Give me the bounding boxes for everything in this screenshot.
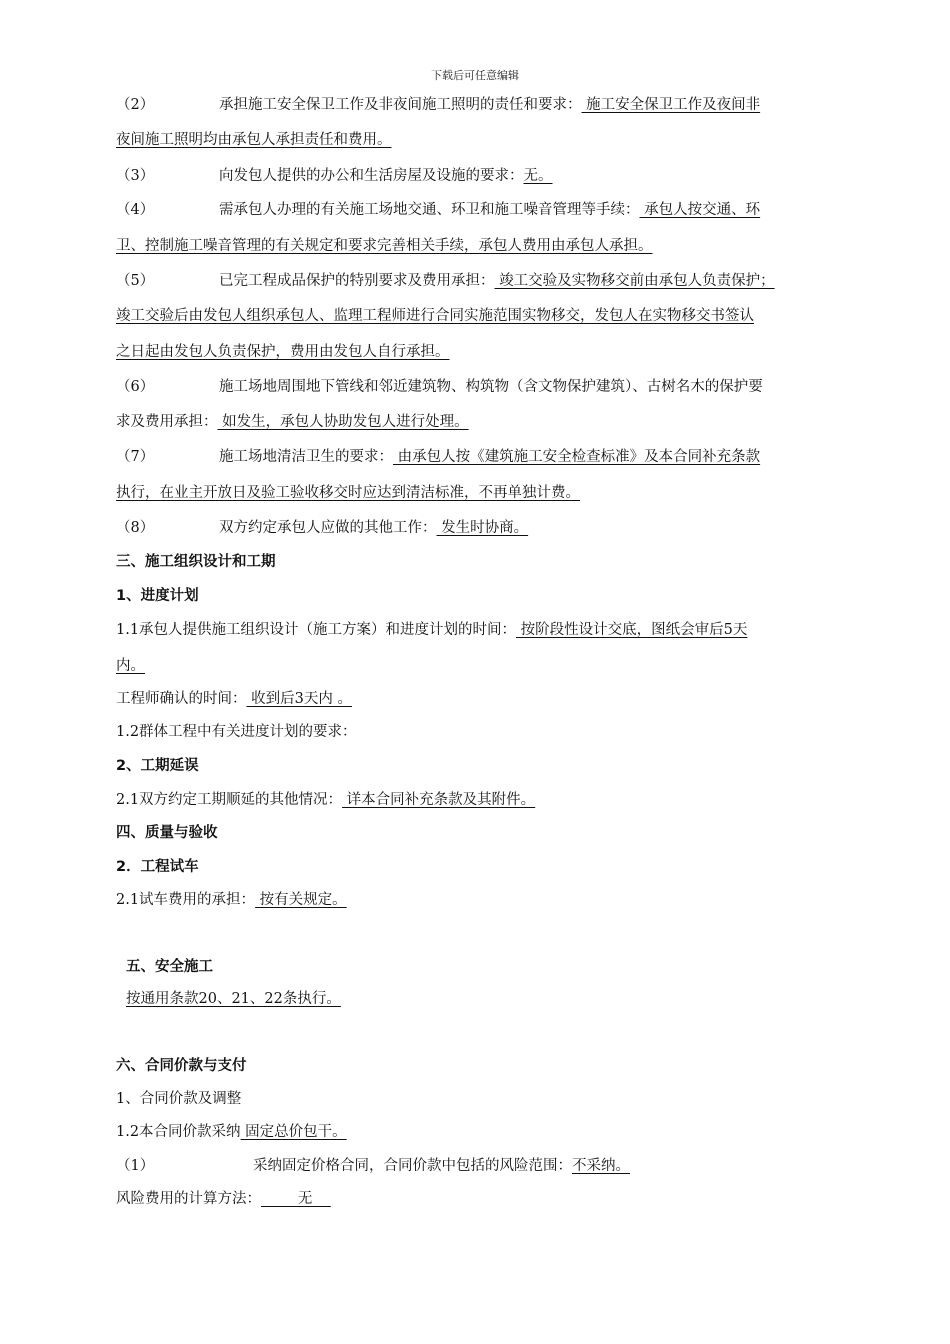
p-1-2: 1.2群体工程中有关进度计划的要求： <box>116 724 357 740</box>
section-5-body: 按通用条款20、21、22条执行。 <box>126 991 341 1007</box>
section-3-sub1: 1、进度计划 <box>116 588 199 604</box>
item-5-line2: 竣工交验后由发包人组织承包人、监理工程师进行合同实施范围实物移交，发包人在实物移交书签认 <box>116 308 754 324</box>
section-4-title: 四、质量与验收 <box>116 825 218 841</box>
risk-calc: 风险费用的计算方法： 无 <box>116 1191 331 1207</box>
section-6-title: 六、合同价款与支付 <box>116 1058 247 1074</box>
item-5-value: 竣工交验及实物移交前由承包人负责保护； <box>494 273 775 289</box>
section-4-sub2: 2．工程试车 <box>116 859 199 875</box>
item-3-value: 无。 <box>523 168 553 184</box>
item-4-line2: 卫、控制施工噪音管理的有关规定和要求完善相关手续，承包人费用由承包人承担。 <box>116 238 653 254</box>
page-header: 下载后可任意编辑 <box>431 69 519 82</box>
section-3-title: 三、施工组织设计和工期 <box>116 554 276 570</box>
p-1-1-line2: 内。 <box>116 658 145 674</box>
item-2-value: 施工安全保卫工作及夜间非 <box>581 97 761 113</box>
section-5-title: 五、安全施工 <box>126 959 213 975</box>
item-4-line1: （4） 需承包人办理的有关施工场地交通、环卫和施工噪音管理等手续： 承包人按交通、环 <box>116 202 761 218</box>
item-7-line2: 执行，在业主开放日及验工验收移交时应达到清洁标准，不再单独计费。 <box>116 485 580 501</box>
item-6-1: （1） 采纳固定价格合同，合同价款中包括的风险范围：不采纳。 <box>116 1158 630 1174</box>
item-6-line1: （6） 施工场地周围地下管线和邻近建筑物、构筑物（含文物保护建筑）、古树名木的保护要 <box>116 379 763 395</box>
p-2-1: 2.1双方约定工期顺延的其他情况： 详本合同补充条款及其附件。 <box>116 792 536 808</box>
item-5-line1: （5） 已完工程成品保护的特别要求及费用承担： 竣工交验及实物移交前由承包人负责保护； <box>116 273 775 289</box>
item-6-value: 如发生，承包人协助发包人进行处理。 <box>217 414 469 430</box>
p-1-1-line1: 1.1承包人提供施工组织设计（施工方案）和进度计划的时间： 按阶段性设计交底，图纸会审后5天 <box>116 622 748 638</box>
section-3-sub2: 2、工期延误 <box>116 758 199 774</box>
item-3: （3） 向发包人提供的办公和生活房屋及设施的要求：无。 <box>116 168 553 184</box>
item-7-value: 由承包人按《建筑施工安全检查标准》及本合同补充条款 <box>393 449 761 465</box>
p-4-2-1: 2.1试车费用的承担： 按有关规定。 <box>116 892 347 908</box>
item-7-line1: （7） 施工场地清洁卫生的要求： 由承包人按《建筑施工安全检查标准》及本合同补充条款 <box>116 449 761 465</box>
item-4-value: 承包人按交通、环 <box>639 202 761 218</box>
engineer-confirm: 工程师确认的时间： 收到后3天内 。 <box>116 691 352 707</box>
item-5-line3: 之日起由发包人负责保护，费用由发包人自行承担。 <box>116 344 450 360</box>
item-8: （8） 双方约定承包人应做的其他工作： 发生时协商。 <box>116 520 529 536</box>
item-2-line2: 夜间施工照明均由承包人承担责任和费用。 <box>116 132 392 148</box>
item-6-line2: 求及费用承担： 如发生，承包人协助发包人进行处理。 <box>116 414 469 430</box>
p-6-1-2: 1.2本合同价款采纳 固定总价包干。 <box>116 1124 347 1140</box>
item-8-value: 发生时协商。 <box>436 520 529 536</box>
section-6-sub1: 1、合同价款及调整 <box>116 1091 242 1107</box>
item-2-line1: （2） 承担施工安全保卫工作及非夜间施工照明的责任和要求： 施工安全保卫工作及夜间非 <box>116 97 761 113</box>
